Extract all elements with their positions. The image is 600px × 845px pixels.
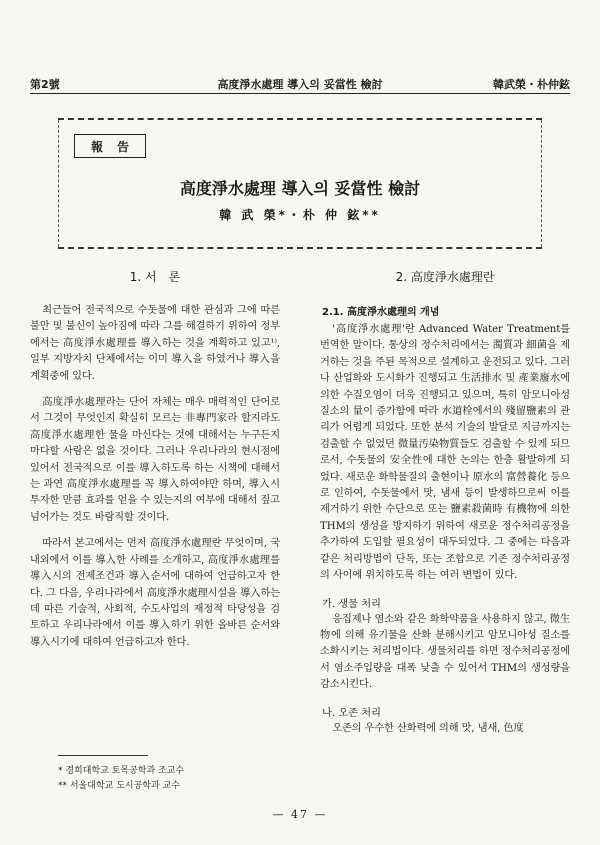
paper-title: 高度淨水處理 導入의 妥當性 檢討 — [179, 179, 421, 198]
footnote-rule — [58, 755, 148, 756]
page-number: — 47 — — [272, 808, 328, 821]
body-paragraph: 오존의 우수한 산화력에 의해 맛, 냄새, 色度 — [332, 722, 524, 734]
footnotes — [58, 764, 288, 794]
footnote: ** 서울대학교 도시공학과 교수 — [58, 781, 180, 791]
header-rule — [30, 93, 570, 94]
subsection-heading: 2.1. 高度淨水處理의 개념 — [322, 307, 440, 318]
footnote: * 경희대학교 토목공학과 조교수 — [58, 766, 185, 776]
body-paragraph: 응집제나 염소와 같은 화학약품을 사용하지 않고, 微生物에 의해 유기물을 산화 분해시키고 암모니아성 질소를 소화시키는 처리법이다. 생물처리를 하면 정수처리공정에서 염소주입량을 대폭 낮출 수 있어서 THM의 생성량을 감소시킨다. — [320, 613, 570, 691]
body-paragraph: '高度淨水處理'란 Advanced Water Treatment를 번역한 말이다. 통상의 정수처리에서는 濁質과 細菌을 제거하는 것을 주된 목적으로 설계하고 운전되고 있다. 그러나 산업화와 도시화가 진행되고 生活排水 및 產業廢水에 의한 수질오염이 더욱 진행되고 있으며, 특히 암모니아성 질소의 量이 증가함에 따라 水道栓에서의 殘留鹽素의 관리가 어렵게 되었다. 또한 분석 기술의 발달로 지금까지는 검출할 수 없었던 微量汚染物質들도 검출할 수 있게 되므로서, 수돗물의 安全性에 대한 논의는 한층 활발하게 되었다. 새로운 화학물질의 출현이나 原水의 富營養化 등으로 인하여, 수돗물에서 맛, 냄새 등이 발생하므로써 이를 제거하기 위한 수단으로 또는 鹽素殺菌時 有機物에 의한 THM의 생성을 방지하기 위하여 새로운 정수처리공정을 추가하여 도입할 필요성이 대두되었다. 그 중에는 다음과 같은 처리방법이 단독, 또는 조합으로 기존 정수처리공정의 사이에 위치하도록 하는 여러 변법이 있다. — [320, 324, 570, 582]
body-paragraph: 최근들어 전국적으로 수돗물에 대한 관심과 그에 따른 불만 및 불신이 높아짐에 따라 그를 해결하기 위하여 정부에서는 高度淨水處理를 導入하는 것을 계획하고 있고¹⁾, 일부 지방자치 단체에서는 이미 導入을 하였거나 導入을 계획중에 있다. — [30, 305, 280, 382]
section-heading-awt: 2. 高度淨水處理란 — [395, 270, 495, 284]
title-block — [58, 118, 542, 249]
item-label: 가. 생물 처리 — [322, 598, 381, 610]
author-line: 韓 武 榮*・朴 仲 鉉** — [219, 208, 381, 222]
right-column — [320, 268, 570, 747]
body-paragraph: 따라서 본고에서는 먼저 高度淨水處理란 무엇이며, 국내외에서 이를 導入한 사례를 소개하고, 高度淨水處理를 導入시의 전제조건과 導入순서에 대하여 언급하고자 한다. 그 다음, 우리나라에서 高度淨水處理시설을 導入하는데 따른 기술적, 사회적, 수도사업의 재정적 타당성을 검토하고 우리나라에서 이를 導入하기 위한 올바른 순서와 導入시기에 대하여 언급하고자 한다. — [30, 538, 280, 648]
report-badge: 報告 — [74, 134, 146, 158]
running-title: 高度淨水處理 導入의 妥當性 檢討 — [217, 78, 383, 91]
item-label: 나. 오존 처리 — [322, 707, 381, 719]
section-heading-intro: 1. 서 론 — [129, 270, 181, 284]
left-column — [30, 268, 280, 661]
issue-number: 第2號 — [30, 78, 60, 91]
running-authors: 韓武榮・朴仲鉉 — [493, 78, 570, 91]
running-header — [30, 74, 570, 94]
body-paragraph: 高度淨水處理라는 단어 자체는 매우 매력적인 단어로서 그것이 무엇인지 확실히 모르는 非專門家라 할지라도 高度淨水處理한 물을 마신다는 것에 대해서는 누구든지 마다할 사람은 없을 것이다. 그러나 우리나라의 현시점에 있어서 전국적으로 이를 導入하도록 하는 시책에 대해서는 과연 高度淨水處理를 꼭 導入하여야만 하며, 導入시 투자한 만큼 효과를 얻을 수 있는지의 여부에 대해서 짚고 넘어가는 것도 바람직할 것이다. — [30, 397, 280, 523]
